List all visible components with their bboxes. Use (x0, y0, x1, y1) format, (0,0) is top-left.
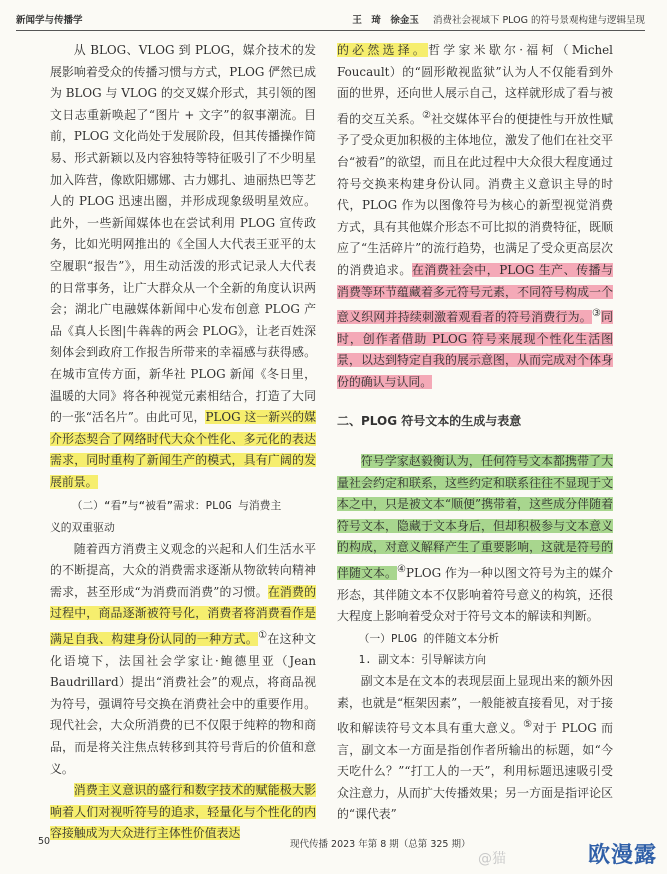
right-p1-red-highlight-2: 同时，创作者借助 PLOG 符号来展现个性化生活图景，以达到特定自我的展示意图，从而完成对个体身份的确认与认同。 (337, 310, 613, 389)
footnote-ref-4: ④ (397, 564, 407, 575)
watermark-brand-logo: 欧漫露 (588, 843, 658, 868)
journal-info: 现代传播 2023 年第 8 期（总第 325 期） (290, 839, 471, 850)
footnote-ref-1: ① (258, 630, 268, 642)
left-paragraph-2 (50, 539, 316, 781)
header-authors: 王 琦 徐金玉 (352, 15, 419, 26)
right-p3-text-b: 对于 PLOG 而言，副文本一方面是指创作者所输出的标题，如“今天吃什么？”“打工人的一天”，利用标题迅速吸引受众注意力，从而扩大传播效果；另一方面是指评论区的“课代表” (337, 721, 613, 822)
right-p1-text-b: 社交媒体平台的便捷性与开放性赋予了受众更加积极的主体地位，激发了他们在社交平台“被看”的欲望，而且在此过程中大众很大程度通过符号交换来构建身份认同。消费主义意识主导的时代，PLOG 作为以图像符号为核心的新型视觉消费方式，具有其他媒介形态不可比拟的消费特征，既顺应了“生活碎片”的流行趋势，也满足了受众更高层次的消费追求。 (337, 111, 613, 277)
subheading-2 (50, 495, 316, 517)
header-article-title: 消费社会视域下 PLOG 的符号景观构建与逻辑呈现 (432, 15, 645, 26)
left-paragraph-3 (50, 780, 316, 845)
page-number: 50 (38, 836, 51, 847)
right-p3-text: 副文本是在文本的表现层面上显现出来的额外因素，也就是“框架因素”，一般能被直接看见，对于接收和解读符号文本具有重大意义。 (337, 673, 613, 736)
journal-section: 新闻学与传播学 (16, 15, 83, 26)
left-column (50, 40, 316, 845)
section-title: 二、PLOG 符号文本的生成与表意 (337, 414, 522, 429)
left-p2-highlight: 在消费的过程中，商品逐渐被符号化，消费者将消费看作是满足自我、构建身份认同的一种方式。 (50, 584, 316, 646)
right-paragraph-3 (337, 671, 613, 826)
right-paragraph-1 (337, 40, 613, 393)
watermark-handle: @猫 (478, 851, 506, 867)
right-p2-green-highlight: 符号学家赵毅衡认为，任何符号文本都携带了大量社会约定和联系，这些约定和联系往往不显现于文本之中，只是被文本“顺便”携带着，这些成分伴随着符号文本，隐藏于文本身后，但却积极参与文本意义的构成，对意义解释产生了重要影响，这就是符号的伴随文本。 (337, 454, 613, 580)
right-p1-red-highlight: 在消费社会中，PLOG 生产、传播与消费等环节蕴藏着多元符号元素，不同符号构成一个意义织网并持续刺激着观看者的符号消费行为。 (337, 262, 613, 325)
left-p3-highlight: 消费主义意识的盛行和数字技术的赋能极大影响着人们对视听符号的追求，轻量化与个性化的内容接触成为大众进行主体性价值表达 (50, 783, 316, 841)
subheading-paratext: 1. 副文本：引导解读方向 (358, 653, 487, 667)
footnote-ref-5: ⑤ (523, 719, 533, 731)
left-paragraph-1 (50, 40, 316, 493)
left-p2-text-b: 在这种文化语境下，法国社会学家让·鲍德里亚（Jean Baudrillard）提出“消费社会”的观点，将商品视为符号，强调符号交换在消费社会中的重要作用。现代社会，大众所消费的已不仅限于纯粹的物和商品，而是将关注焦点转移到其符号背后的价值和意义。 (50, 632, 316, 776)
subheading-2-line-2: 义的双重驱动 (50, 521, 115, 535)
subheading-paratext-analysis: （一）PLOG 的伴随文本分析 (358, 631, 500, 645)
left-p1-text: 从 BLOG、VLOG 到 PLOG，媒介技术的发展影响着受众的传播习惯与方式，PLOG 俨然已成为 BLOG 与 VLOG 的交叉媒介形式，其引领的图文日志重新唤起了“图片 + 文字”的叙事潮流。目前，PLOG 文化尚处于发展阶段，但其传播操作简易、形式新颖以及内容独特等特征吸引了不少明星加入阵营，像欧阳娜娜、古力娜扎、迪丽热巴等艺人的 PLOG 迅速出圈，并形成现象级明星效应。此外，一些新闻媒体也在尝试利用 PLOG 宣传政务，比如光明网推出的《全国人大代表王亚平的太空履职“报告”》，用生动活泼的形式记录人大代表的日常事务，让广大群众从一个全新的角度认识两会；湖北广电融媒体新闻中心发布创意 PLOG 产品《真人长图|牛犇犇的两会 PLOG》，让老百姓深刻体会到政府工作报告所带来的幸福感与获得感。在城市宣传方面，新华社 PLOG 新闻《冬日里，温暖的大同》将各种视觉元素相结合，打造了大同的一张“活名片”。由此可见， (50, 43, 316, 425)
header-right (352, 12, 645, 26)
subheading-2-line-1: （二）“看”与“被看”需求：PLOG 与消费主 (71, 499, 282, 513)
header-rule (16, 30, 645, 31)
right-p1-highlight: 的必然选择。 (337, 43, 429, 57)
footnote-ref-2: ② (421, 109, 432, 121)
subheading-2-cont (50, 517, 316, 539)
right-paragraph-2 (337, 451, 613, 628)
right-p1-text: 哲学家米歇尔·福柯（Michel Foucault）的“圆形敞视监狱”认为人不仅能看到外面的世界，还向世人展示自己，这样就形成了看与被看的交互关系。 (337, 43, 613, 126)
left-p2-text: 随着西方消费主义观念的兴起和人们生活水平的不断提高，大众的消费需求逐渐从物欲转向精神需求，甚至形成“为消费而消费”的习惯。 (50, 541, 316, 599)
running-header (16, 10, 645, 26)
right-p2-text: PLOG 作为一种以图文符号为主的媒介形态，其伴随文本不仅影响着符号意义的构筑，还很大程度上影响着受众对于符号文本的解读和判断。 (337, 565, 613, 624)
right-column (337, 40, 613, 826)
left-p1-highlight: PLOG 这一新兴的媒介形态契合了网络时代大众个性化、多元化的表达需求，同时重构了新闻生产的模式，具有广阔的发展前景。 (50, 410, 316, 489)
footnote-ref-3: ③ (591, 308, 602, 320)
